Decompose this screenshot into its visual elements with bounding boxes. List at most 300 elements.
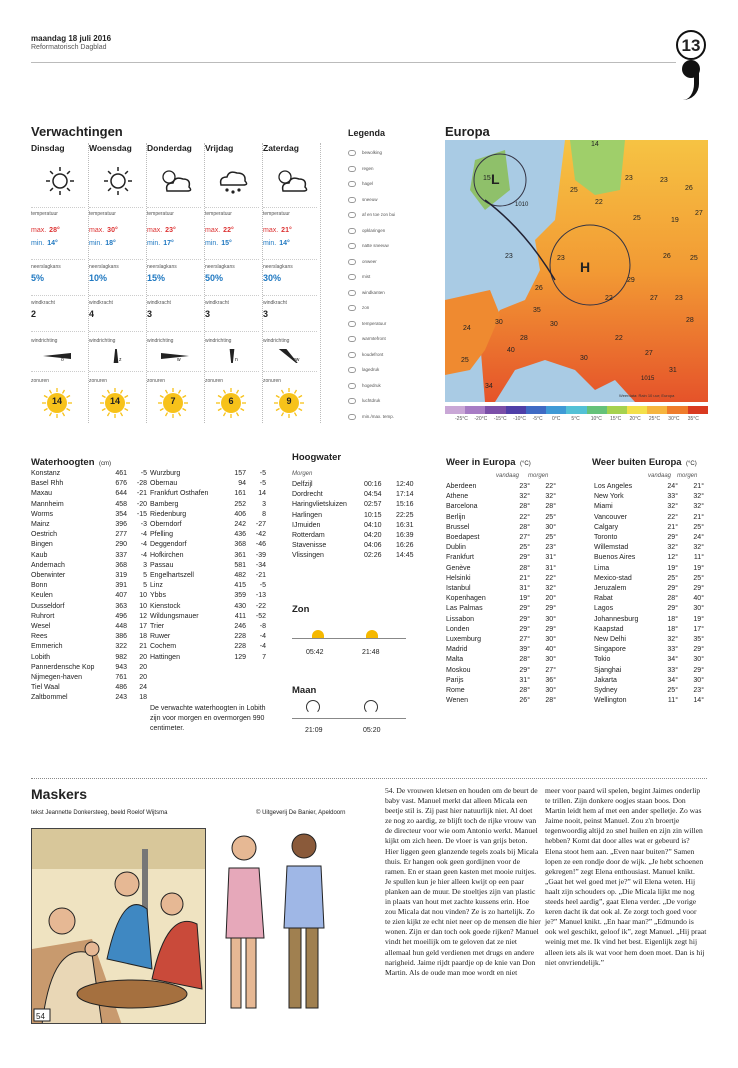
table-cell: 21° <box>693 513 704 521</box>
table-cell: 30° <box>693 656 704 664</box>
wind-arrow-icon <box>41 349 75 363</box>
table-cell: Aberdeen <box>446 483 477 490</box>
map-high-label: H <box>580 259 591 275</box>
table-cell: Las Palmas <box>446 605 483 613</box>
table-cell: 5 <box>143 572 147 580</box>
table-cell: 28° <box>519 503 530 511</box>
table-row <box>446 686 556 696</box>
table-cell: 337 <box>115 551 127 559</box>
legend-title: Legenda <box>348 128 386 138</box>
map-temp-label: 26 <box>685 185 693 192</box>
table-cell: -42 <box>255 531 266 539</box>
table-cell: Lagos <box>594 605 614 613</box>
map-temp-label: 30 <box>550 321 558 328</box>
table-cell: 14° <box>693 697 704 705</box>
table-cell: Jakarta <box>594 676 617 684</box>
divider <box>147 259 201 260</box>
table-cell: Wenen <box>446 697 469 705</box>
precipitation-value: 50% <box>205 273 224 283</box>
precipitation-label: neerslagkans <box>147 264 177 270</box>
table-row <box>292 511 424 521</box>
table-row <box>594 615 704 625</box>
table-cell: Andernach <box>31 561 65 569</box>
table-cell: Basel Rhh <box>31 480 64 488</box>
table-cell: Trier <box>150 623 165 631</box>
table-cell: Dordrecht <box>292 491 323 499</box>
story-column-1: 54. De vrouwen kletsen en houden om de beurt de baby vast. Manuel merkt dat alleen Micala een beetje stil is. Zij past hier natuurlijk niet. Al doet ze nog zo aardig, ze blijft toch de rijke vrouw van de directeur voor wie oom Antonio werkt. Manuel kijkt om zich heen. De vloer is van grijs beton. Hier liggen geen glanzende tegels zoals bij Micala thuis. Er hangen ook geen gordijnen voor de ramen. En er staan geen kasten met mooie ruitjes. Je spullen kun je hier alleen kwijt op een paar planken aan de muur. De stoeltjes zijn van plastic in plaats van hout met zachte kussens erin. Hoe zou Micala dat nou vinden? Ze is zo hartelijk. Zo te zien kijkt ze echt niet neer op de mensen die hier wonen. Zijn er dan toch ook goede rijken? Manuel vindt het moeilijk om te geloven dat ze niet allemaal hun geld verdienen met drugs en andere narigheid. Jaime rijdt paardje op de knie van Don Martin. Als de oude man moe wordt en niet <box>385 786 541 977</box>
table-cell: 35° <box>693 636 704 644</box>
table-cell: Dusseldorf <box>31 602 65 610</box>
map-temp-label: 27 <box>645 350 653 357</box>
divider <box>263 371 317 372</box>
table-cell: 22:25 <box>396 511 414 519</box>
table-cell: Boedapest <box>446 534 480 542</box>
sun-hours-label: zonuren <box>263 378 282 384</box>
table-row <box>446 594 556 604</box>
table-row <box>150 540 266 550</box>
legend-item <box>348 166 374 172</box>
divider <box>147 207 201 208</box>
weather-eu-today: vandaag <box>496 473 520 479</box>
table-cell: Parijs <box>446 676 464 684</box>
table-cell: 458 <box>115 500 127 508</box>
sun-hours-value: 14 <box>109 396 120 406</box>
table-cell: 246 <box>234 623 246 631</box>
min-temp <box>89 240 116 247</box>
table-cell: 32° <box>545 493 556 501</box>
table-row <box>446 635 556 645</box>
table-cell: -34 <box>255 561 266 569</box>
issue-date: maandag 18 juli 2016 <box>31 34 112 43</box>
table-cell: Hattingen <box>150 653 180 661</box>
table-cell: 3 <box>262 500 266 508</box>
water-title: Waterhoogten <box>31 457 95 468</box>
table-cell: 31° <box>519 676 530 684</box>
table-cell: -27 <box>255 521 266 529</box>
table-row <box>31 510 147 520</box>
table-cell: 29° <box>519 554 530 562</box>
sunrise-time: 05:42 <box>306 649 324 656</box>
table-row <box>31 500 147 510</box>
table-cell: 17:14 <box>396 491 414 499</box>
table-cell: Zaltbommel <box>31 694 68 702</box>
table-row <box>31 653 147 663</box>
water-unit: (cm) <box>98 461 111 467</box>
weather-world-heading <box>592 452 697 470</box>
table-cell: -5 <box>259 470 266 477</box>
table-cell: 496 <box>115 612 127 620</box>
legend-icon <box>348 259 356 265</box>
table-row <box>31 673 147 683</box>
legend-icon <box>348 305 356 311</box>
max-value: 30° <box>107 227 118 234</box>
table-row <box>446 615 556 625</box>
sun-icon <box>99 165 137 197</box>
legend-item <box>348 414 394 420</box>
table-cell: Linz <box>150 582 163 590</box>
table-cell: 28° <box>519 564 530 572</box>
precipitation-value: 15% <box>147 273 166 283</box>
legend-icon <box>348 274 356 280</box>
table-cell: 18° <box>667 625 678 633</box>
table-row <box>446 533 556 543</box>
table-cell: 31° <box>545 564 556 572</box>
wind-direction-value: w <box>177 357 181 363</box>
forecast-day <box>89 143 147 423</box>
forecast-title: Verwachtingen <box>31 124 123 139</box>
table-cell: Sjanghai <box>594 666 622 674</box>
table-row <box>292 521 424 531</box>
legend-label: bewolking <box>362 150 383 156</box>
sun-hours-value: 14 <box>51 396 62 406</box>
forecast-day <box>147 143 205 423</box>
temperature-label: temperatuur <box>89 211 116 217</box>
table-cell: -15 <box>136 510 147 518</box>
table-row <box>292 531 424 541</box>
wind-direction-label: windrichting <box>205 338 232 344</box>
legend-label: sneeuw <box>362 196 378 202</box>
story-byline: tekst Jeannette Donkersteeg, beeld Roelof Wijtsma <box>31 810 168 816</box>
table-cell: 24° <box>667 483 678 490</box>
sun-timeline <box>292 638 406 639</box>
table-row <box>594 502 704 512</box>
table-row <box>446 513 556 523</box>
weather-world-today: vandaag <box>648 473 672 479</box>
table-cell: 39° <box>519 646 530 654</box>
map-temp-label: 14 <box>591 141 599 148</box>
table-row <box>446 574 556 584</box>
table-row <box>594 696 704 706</box>
legend-item <box>348 367 379 373</box>
table-cell: 32° <box>667 544 678 552</box>
table-cell: 31° <box>545 554 556 562</box>
moonset-time: 05:20 <box>363 727 381 734</box>
table-row <box>31 642 147 652</box>
table-cell: -21 <box>255 572 266 580</box>
table-cell: Wurzburg <box>150 470 181 477</box>
wind-direction-value: o <box>61 357 64 363</box>
map-temp-label: 27 <box>650 295 658 302</box>
table-cell: 5 <box>143 582 147 590</box>
table-row <box>594 513 704 523</box>
scale-label: 25°C <box>648 416 661 422</box>
wind-direction-value: n <box>235 357 238 363</box>
sun-hours-label: zonuren <box>89 378 108 384</box>
map-temp-label: 22 <box>595 199 603 206</box>
table-cell: 28° <box>545 503 556 511</box>
table-row <box>446 564 556 574</box>
legend-item <box>348 352 383 358</box>
table-cell: 407 <box>115 592 127 600</box>
legend-icon <box>348 352 356 358</box>
weather-eu-title: Weer in Europa <box>446 457 516 468</box>
table-cell: 02:26 <box>364 552 382 560</box>
table-cell: 482 <box>234 572 246 580</box>
table-cell: Willemstad <box>594 544 629 552</box>
map-temp-label: 19 <box>671 217 679 224</box>
scale-swatch <box>667 406 687 414</box>
divider <box>31 259 85 260</box>
table-cell: 430 <box>234 602 246 610</box>
divider <box>205 259 259 260</box>
legend-item <box>348 336 386 342</box>
table-row <box>594 635 704 645</box>
divider <box>205 207 259 208</box>
table-row <box>31 561 147 571</box>
table-cell: -8 <box>259 623 266 631</box>
scale-label: 35°C <box>687 416 699 422</box>
wind-force-value: 3 <box>147 309 153 319</box>
scale-label: -5°C <box>532 416 543 422</box>
table-cell: Malta <box>446 656 464 664</box>
comic-illustration <box>32 829 206 1024</box>
table-cell: 16:39 <box>396 532 414 540</box>
table-cell: Nijmegen-haven <box>31 674 82 682</box>
table-cell: 32° <box>667 636 678 644</box>
table-cell: 396 <box>115 521 127 529</box>
table-cell: 34° <box>667 676 678 684</box>
map-temp-label: 31 <box>669 367 677 374</box>
table-row <box>292 500 424 510</box>
table-cell: 10:15 <box>364 511 382 519</box>
table-cell: 29° <box>693 585 704 593</box>
table-row <box>594 533 704 543</box>
temperature-label: temperatuur <box>147 211 174 217</box>
weather-eu-heading <box>446 452 531 470</box>
table-cell: Wildungsmauer <box>150 612 199 620</box>
table-cell: -39 <box>255 551 266 559</box>
forecast-day <box>263 143 321 423</box>
map-temp-label: 26 <box>663 253 671 260</box>
table-cell: Ruwer <box>150 633 171 641</box>
max-temp <box>205 227 234 234</box>
table-cell: 22° <box>545 574 556 582</box>
table-cell: Obernau <box>150 480 178 488</box>
table-cell: 486 <box>115 684 127 692</box>
legend-icon <box>348 290 356 296</box>
comma-logo-tail <box>683 70 699 100</box>
table-row <box>446 604 556 614</box>
comic-characters-illustration <box>214 828 351 1024</box>
legend-item <box>348 290 385 296</box>
table-cell: 19° <box>693 564 704 572</box>
table-cell: 581 <box>234 561 246 569</box>
max-temp <box>89 227 118 234</box>
min-value: 15° <box>221 240 232 247</box>
table-cell: Jeruzalem <box>594 585 627 593</box>
divider <box>205 371 259 372</box>
scale-swatch <box>566 406 586 414</box>
map-temp-label: 15 <box>483 175 491 182</box>
table-cell: Bamberg <box>150 500 179 508</box>
table-cell: 363 <box>115 602 127 610</box>
table-row <box>446 625 556 635</box>
table-cell: Mexico-stad <box>594 574 632 582</box>
table-row <box>31 469 147 479</box>
table-row <box>446 584 556 594</box>
scale-label: 0°C <box>551 416 561 422</box>
divider <box>31 331 85 332</box>
min-label: min. <box>205 240 219 247</box>
divider <box>263 331 317 332</box>
wind-force-value: 2 <box>31 309 37 319</box>
table-cell: 34° <box>667 656 678 664</box>
table-cell: 29° <box>667 605 678 613</box>
table-row <box>150 561 266 571</box>
legend-item <box>348 259 377 265</box>
table-cell: 33° <box>667 493 678 501</box>
divider <box>31 207 85 208</box>
table-cell: 761 <box>115 674 127 682</box>
sun-hours-value: 7 <box>170 396 176 406</box>
table-cell: 17 <box>139 623 147 631</box>
legend-label: natte sneeuw <box>362 243 389 249</box>
sun-hours-label: zonuren <box>205 378 224 384</box>
table-cell: 40° <box>545 646 556 654</box>
map-temp-label: 34 <box>485 383 493 390</box>
min-label: min. <box>147 240 161 247</box>
table-cell: 368 <box>234 541 246 549</box>
legend-label: hagel <box>362 181 374 187</box>
map-temp-label: 28 <box>520 335 528 342</box>
table-row <box>31 540 147 550</box>
max-temp <box>263 227 292 234</box>
map-temp-label: 22 <box>605 295 613 302</box>
table-cell: 29° <box>545 605 556 613</box>
water-note: De verwachte waterhoogten in Lobith zijn voor morgen en overmorgen 990 centimeter. <box>150 705 266 732</box>
forecast-day <box>31 143 89 423</box>
table-row <box>150 520 266 530</box>
wind-force-label: windkracht <box>89 300 113 306</box>
map-temp-label: 26 <box>535 285 543 292</box>
map-credit: Weerdata: Rain 10 uur; Europa <box>619 393 675 398</box>
table-cell: Rees <box>31 633 48 641</box>
table-row <box>31 683 147 693</box>
table-cell: 20° <box>545 595 556 603</box>
table-cell: 33° <box>667 646 678 654</box>
table-cell: 32° <box>545 585 556 593</box>
table-row <box>594 655 704 665</box>
table-cell: Helsinki <box>446 574 471 582</box>
table-cell: Tiel Waal <box>31 684 60 692</box>
table-cell: 36° <box>545 676 556 684</box>
divider <box>89 295 143 296</box>
weather-world-unit: (°C) <box>686 461 697 467</box>
table-cell: Mannheim <box>31 500 64 508</box>
divider <box>263 259 317 260</box>
divider <box>147 295 201 296</box>
wind-direction-label: windrichting <box>31 338 58 344</box>
table-cell: Pannerdensche Kop <box>31 663 95 671</box>
sunrise-icon <box>312 630 324 638</box>
scale-label: -25°C <box>455 416 468 422</box>
legend-label: luchtdruk <box>362 398 381 404</box>
table-cell: Pfelling <box>150 531 173 539</box>
legend-item <box>348 197 378 203</box>
table-cell: 29° <box>667 585 678 593</box>
table-cell: Dublin <box>446 544 466 552</box>
day-name: Dinsdag <box>31 143 65 153</box>
table-row <box>31 591 147 601</box>
table-cell: Oberwinter <box>31 572 66 580</box>
table-cell: -5 <box>140 470 147 477</box>
table-cell: Londen <box>446 625 470 633</box>
map-temp-label: 23 <box>660 177 668 184</box>
table-row <box>594 594 704 604</box>
table-cell: 30° <box>545 615 556 623</box>
table-cell: 25° <box>545 534 556 542</box>
table-cell: Wellington <box>594 697 627 705</box>
table-cell: 26° <box>519 697 530 705</box>
table-cell: 27° <box>519 636 530 644</box>
table-row <box>150 551 266 561</box>
table-row <box>594 482 704 492</box>
page-number: 13 <box>676 30 706 60</box>
table-cell: -22 <box>255 602 266 610</box>
map-temp-label: 22 <box>615 335 623 342</box>
map-temp-label: 25 <box>570 187 578 194</box>
legend-label: warmtefront <box>362 336 386 342</box>
table-row <box>31 612 147 622</box>
moonrise-time: 21:09 <box>305 727 323 734</box>
table-cell: 228 <box>234 633 246 641</box>
table-cell: Calgary <box>594 523 619 531</box>
table-cell: Kienstock <box>150 602 181 610</box>
weather-world-tomorrow: morgen <box>677 473 698 479</box>
table-row <box>150 510 266 520</box>
legend-icon <box>348 150 356 156</box>
legend-icon <box>348 197 356 203</box>
table-cell: 32° <box>667 503 678 511</box>
table-row <box>446 492 556 502</box>
table-cell: 29° <box>667 534 678 542</box>
table-row <box>446 676 556 686</box>
legend-item <box>348 321 386 327</box>
water-table-right <box>150 469 266 663</box>
scale-label: 15°C <box>610 416 622 422</box>
scale-label: 20°C <box>629 416 641 422</box>
map-low-label: L <box>491 171 500 187</box>
table-cell: 448 <box>115 623 127 631</box>
precipitation-label: neerslagkans <box>263 264 293 270</box>
legend-label: temperatuur <box>362 320 387 326</box>
table-row <box>150 642 266 652</box>
table-cell: Riedenburg <box>150 510 187 518</box>
scale-swatch <box>607 406 627 414</box>
table-row <box>292 541 424 551</box>
wind-arrow-icon <box>99 349 133 363</box>
table-cell: 322 <box>115 643 127 651</box>
table-cell: -21 <box>136 490 147 498</box>
table-cell: 391 <box>115 582 127 590</box>
table-cell: Lissabon <box>446 615 475 623</box>
table-cell: Vancouver <box>594 513 627 521</box>
table-cell: Engelhartszell <box>150 572 194 580</box>
table-cell: 31° <box>519 585 530 593</box>
precipitation-label: neerslagkans <box>89 264 119 270</box>
table-cell: 28° <box>667 595 678 603</box>
divider <box>31 371 85 372</box>
temperature-label: temperatuur <box>31 211 58 217</box>
map-temp-label: 23 <box>557 255 565 262</box>
day-name: Vrijdag <box>205 143 234 153</box>
table-cell: 28° <box>519 687 530 695</box>
legend-label: lagedruk <box>362 367 380 373</box>
table-cell: 30° <box>545 636 556 644</box>
legend-icon <box>348 243 356 249</box>
table-cell: Bingen <box>31 541 53 549</box>
weather-world-table <box>594 482 704 706</box>
